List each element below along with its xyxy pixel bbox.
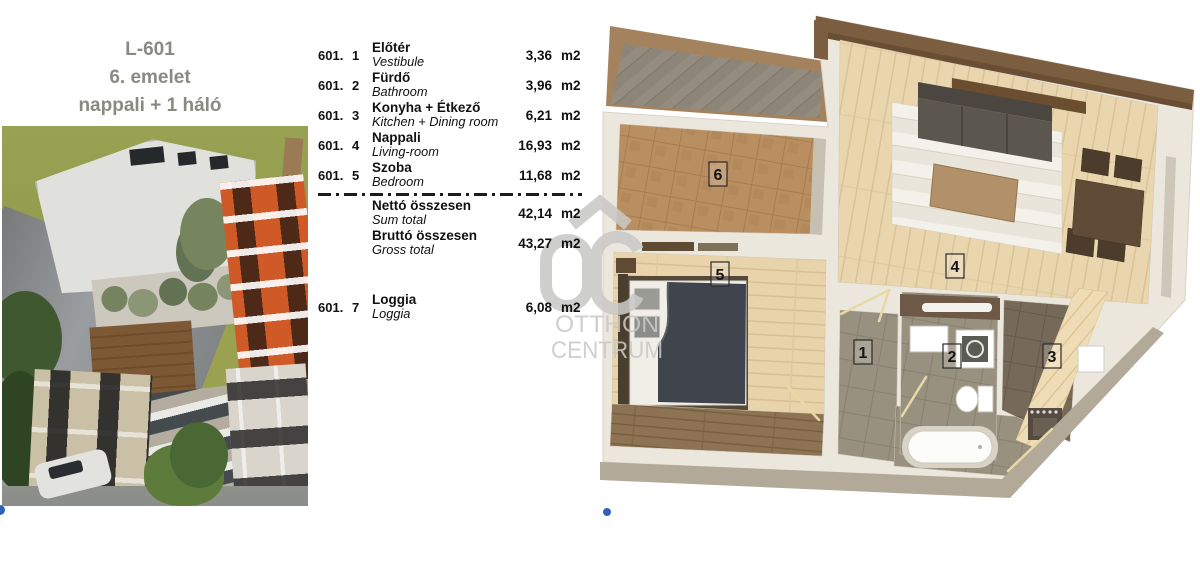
unit-code: L-601 xyxy=(125,39,175,60)
svg-text:3: 3 xyxy=(1047,349,1057,366)
area-row-kitchen xyxy=(318,100,582,130)
toilet xyxy=(956,386,993,412)
room-bathroom-2 xyxy=(900,292,1000,468)
row-unit-code: 601. xyxy=(318,167,344,183)
row-area: 3,36 xyxy=(525,47,552,63)
row-name-en: Bedroom xyxy=(372,174,424,190)
row-name-en: Sum total xyxy=(372,212,427,228)
render-orange-building xyxy=(220,174,308,387)
render-bush xyxy=(158,276,189,307)
row-name-hu: Loggia xyxy=(372,292,417,308)
row-unit-code: 601. xyxy=(318,47,344,63)
row-area-unit: m2 xyxy=(561,107,581,123)
label-room-6 xyxy=(709,162,727,186)
area-row-livingroom xyxy=(318,130,582,160)
row-area: 42,14 xyxy=(518,205,552,221)
area-row-vestibule xyxy=(318,40,582,70)
row-name xyxy=(372,41,504,69)
vanity-tray xyxy=(922,303,992,312)
row-name-en: Loggia xyxy=(372,306,411,322)
row-number: 3 xyxy=(352,107,360,123)
row-name xyxy=(372,161,504,189)
render-car-windshield xyxy=(48,460,84,480)
render-bush xyxy=(100,285,129,314)
row-name xyxy=(372,293,504,321)
kitchen-sink xyxy=(1078,346,1104,372)
label-room-1 xyxy=(854,340,872,364)
row-name-en: Gross total xyxy=(372,242,434,258)
label-room-4 xyxy=(946,254,964,278)
logo-word-centrum: CENTRUM xyxy=(551,337,663,364)
total-row-gross xyxy=(318,228,582,258)
row-name-en: Kitchen + Dining room xyxy=(372,114,499,130)
row-name xyxy=(372,131,504,159)
row-unit-code: 601. xyxy=(318,107,344,123)
render-bush xyxy=(186,281,219,312)
row-area-unit: m2 xyxy=(561,137,581,153)
floor-plan xyxy=(600,0,1200,530)
row-area: 3,96 xyxy=(525,77,552,93)
render-bush xyxy=(127,288,160,319)
row-name-en: Bathroom xyxy=(372,84,428,100)
area-row-bathroom xyxy=(318,70,582,100)
row-area: 11,68 xyxy=(518,167,552,183)
marker-dot xyxy=(603,508,611,516)
marker-dot-edge xyxy=(0,505,5,515)
washing-machine xyxy=(956,330,994,368)
row-name-hu: Előtér xyxy=(372,40,411,56)
unit-layout: nappali + 1 háló xyxy=(78,95,222,116)
area-row-bedroom xyxy=(318,160,582,190)
svg-text:6: 6 xyxy=(713,167,723,184)
render-roof-unit xyxy=(177,151,196,166)
row-area-unit: m2 xyxy=(561,77,581,93)
neighbor-terrace xyxy=(606,26,830,122)
label-room-2 xyxy=(943,344,961,368)
render-white-building xyxy=(226,363,308,506)
area-row-loggia xyxy=(318,292,582,322)
label-room-5 xyxy=(711,262,729,286)
row-number: 2 xyxy=(352,77,360,93)
row-name-hu: Nettó összesen xyxy=(372,198,472,214)
row-unit-code: 601. xyxy=(318,299,344,315)
row-name-en: Living-room xyxy=(372,144,439,160)
row-area-unit: m2 xyxy=(561,235,581,251)
row-area: 6,21 xyxy=(525,107,552,123)
building-render xyxy=(2,126,308,506)
row-number: 5 xyxy=(352,167,360,183)
row-name xyxy=(372,101,504,129)
row-name-hu: Szoba xyxy=(372,160,412,176)
row-name-hu: Nappali xyxy=(372,130,421,146)
row-area-unit: m2 xyxy=(561,299,581,315)
label-room-3 xyxy=(1043,344,1061,368)
row-area-unit: m2 xyxy=(561,205,581,221)
row-name xyxy=(372,199,504,227)
unit-title-block xyxy=(30,36,270,120)
row-name-hu: Konyha + Étkező xyxy=(372,100,481,116)
svg-text:1: 1 xyxy=(858,345,868,362)
bathtub xyxy=(902,426,998,468)
total-row-net xyxy=(318,198,582,228)
row-name-hu: Fürdő xyxy=(372,70,411,86)
row-number: 4 xyxy=(352,137,360,153)
row-area: 16,93 xyxy=(518,137,552,153)
row-name-hu: Bruttó összesen xyxy=(372,228,478,244)
unit-floor: 6. emelet xyxy=(109,67,191,88)
render-roof-unit xyxy=(209,155,228,170)
row-area-unit: m2 xyxy=(561,47,581,63)
table-dash-dot-divider xyxy=(318,193,582,196)
row-area: 43,27 xyxy=(518,235,552,251)
row-unit-code: 601. xyxy=(318,77,344,93)
row-area: 6,08 xyxy=(525,299,552,315)
render-tree xyxy=(170,422,228,488)
row-name xyxy=(372,71,504,99)
row-number: 1 xyxy=(352,47,360,63)
logo-letter-c xyxy=(596,237,638,309)
sink xyxy=(910,326,948,352)
row-number: 7 xyxy=(352,299,360,315)
area-table xyxy=(318,40,582,322)
row-name xyxy=(372,229,504,257)
row-unit-code: 601. xyxy=(318,137,344,153)
svg-text:5: 5 xyxy=(715,267,725,284)
row-area-unit: m2 xyxy=(561,167,581,183)
svg-text:2: 2 xyxy=(947,349,957,366)
svg-text:4: 4 xyxy=(950,259,960,276)
logo-word-otthon: OTTHON xyxy=(555,311,659,338)
row-name-en: Vestibule xyxy=(372,54,425,70)
